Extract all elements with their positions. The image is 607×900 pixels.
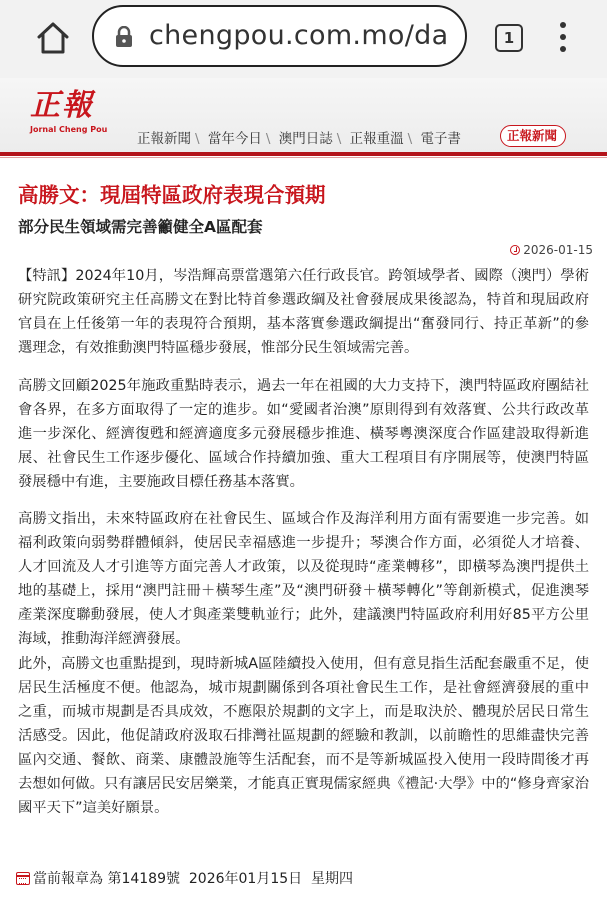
logo-chinese: 正報 [30,88,94,123]
home-icon[interactable] [33,18,73,58]
clock-icon [510,245,520,255]
browser-toolbar [0,0,607,78]
nav-separator: \ [407,131,413,147]
article-paragraph: 高勝文指出，未來特區政府在社會民生、區域合作及海洋利用方面有需要進一步完善。如福利政策向弱勢群體傾斜，使居民幸福感進一步提升；琴澳合作方面，必須從人才培養、人才回流及人才引進等方面完善人才政策，以及從現時“產業轉移”，即橫琴為澳門提供土地的基礎上，採用“澳門註冊＋橫琴生產”及“澳門研發＋橫琴轉化”等創新模式，促進澳琴產業深度聯動發展，使人才與產業雙軌並行；此外，建議澳門特區政府利用好85平方公里海域，推動海洋經濟發展。 [18,511,589,647]
tab-switcher-button[interactable]: 1 [495,24,523,52]
site-header [0,78,607,154]
issue-info: 當前報章為 第14189號 2026年01月15日 星期四 [33,871,354,887]
article-paragraph: 【特訊】2024年10月，岑浩輝高票當選第六任行政長官。跨領域學者、國際（澳門）學術研究院政策研究主任高勝文在對比特首參選政綱及社會發展成果後認為，特首和現屆政府官員在上任後第一年的表現符合預期，基本落實參選政綱提出“奮發同行、持正革新”的參選理念，有效推動澳門特區穩步發展，惟部分民生領域需完善。 [18,268,589,356]
issue-footer [16,868,353,888]
calendar-icon [16,872,30,885]
url-text: chengpou.com.mo/da [149,20,449,51]
nav-item-ebook[interactable]: 電子書 [420,131,461,147]
article-paragraph: 高勝文回顧2025年施政重點時表示，過去一年在祖國的大力支持下，澳門特區政府團結社會各界，在多方面取得了一定的進步。如“愛國者治澳”原則得到有效落實、公共行政改革進一步深化、經濟復甦和經濟適度多元發展穩步推進、橫琴粵澳深度合作區建設取得新進展、社會民生工作逐步優化、區域合作持續加強、重大工程項目有序開展等，使澳門特區發展穩中有進，主要施政目標任務基本落實。 [18,378,589,490]
overflow-menu-icon[interactable] [555,22,571,52]
address-bar[interactable] [92,5,467,67]
nav-separator: \ [336,131,342,147]
site-logo[interactable] [30,88,108,134]
main-nav [137,127,461,147]
article-subtitle: 部分民生領域需完善籲健全A區配套 [18,218,263,236]
header-divider [0,152,607,156]
news-badge-label: 正報新聞 [507,128,558,143]
nav-item-macau-log[interactable]: 澳門日誌 [278,131,333,147]
nav-separator: \ [265,131,271,147]
lock-icon [114,26,134,48]
nav-item-review[interactable]: 正報重溫 [349,131,404,147]
article-paragraph: 此外，高勝文也重點提到，現時新城A區陸續投入使用，但有意見指生活配套嚴重不足，使居民生活極度不便。他認為，城市規劃關係到各項社會民生工作，是社會經濟發展的重中之重，而城市規劃是否具成效，不應限於規劃的文字上，而是取決於、體現於居民日常生活感受。因此，他促請政府汲取石排灣社區規劃的經驗和教訓，以前瞻性的思維盡快完善區內交通、餐飲、商業、康體設施等生活配套，而不是等新城區投入使用一段時間後才再去想如何做。只有讓居民安居樂業，才能真正實現儒家經典《禮記·大學》中的“修身齊家治國平天下”這美好願景。 [18,656,589,816]
article-title: 高勝文：現屆特區政府表現合預期 [18,183,326,207]
logo-english: Jornal Cheng Pou [30,125,108,134]
article-date [510,243,593,257]
header-divider-thin [0,157,607,158]
nav-item-today-in-history[interactable]: 當年今日 [207,131,262,147]
nav-separator: \ [195,131,200,147]
article-date-text: 2026-01-15 [523,243,593,257]
news-badge-button[interactable] [500,125,566,147]
nav-item-news[interactable]: 正報新聞 [137,131,191,147]
